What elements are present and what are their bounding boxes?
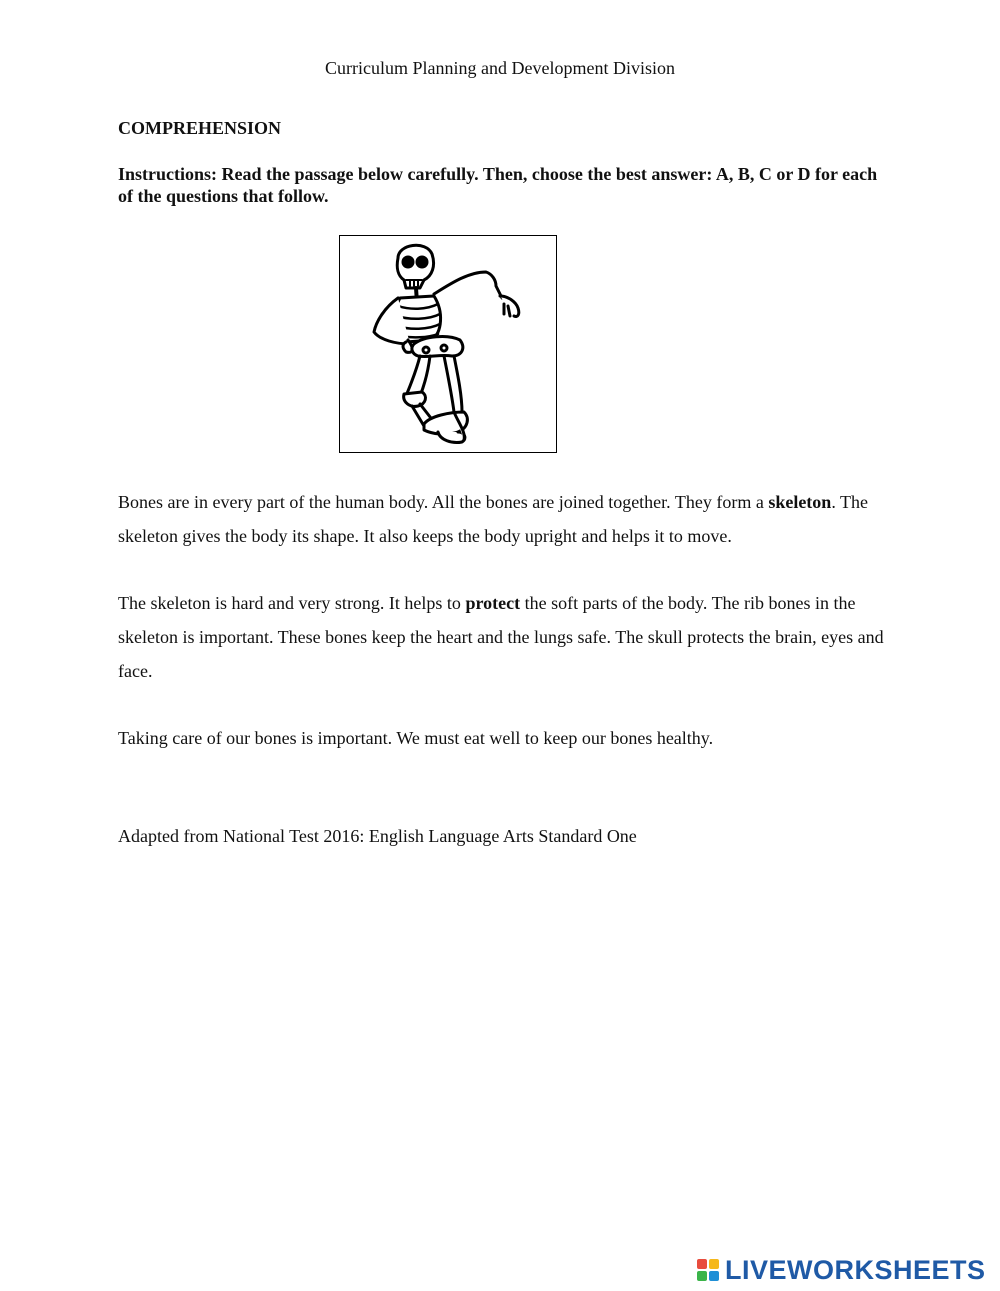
p1-text-a: Bones are in every part of the human body. All the bones are joined together. They form a [118,492,769,512]
skeleton-icon [340,236,556,452]
passage-paragraph-3: Taking care of our bones is important. We must eat well to keep our bones healthy. [118,728,714,748]
keyword-skeleton: skeleton [768,492,832,512]
passage-paragraph-1 [118,485,888,553]
passage [118,485,888,788]
source-citation: Adapted from National Test 2016: English Language Arts Standard One [118,826,637,846]
p2-text-a: The skeleton is hard and very strong. It helps to [118,593,466,613]
liveworksheets-logo [697,1254,986,1286]
keyword-protect: protect [465,593,521,613]
section-title: COMPREHENSION [118,118,282,138]
p1-text-c: . The skeleton gives the body its shape. It also keeps the body upright and helps it to move. [118,492,868,546]
logo-text: LIVEWORKSHEETS [725,1254,986,1285]
skeleton-figure [339,235,557,453]
logo-mark-icon [697,1259,719,1281]
page-header: Curriculum Planning and Development Division [325,58,675,78]
instructions: Instructions: Read the passage below carefully. Then, choose the best answer: A, B, C or D for each of the questions that follow. [118,164,878,206]
p2-text-c: the soft parts of the body. The rib bones in the skeleton is important. These bones keep the heart and the lungs safe. The skull protects the brain, eyes and face. [118,593,884,681]
passage-paragraph-2 [118,586,888,688]
